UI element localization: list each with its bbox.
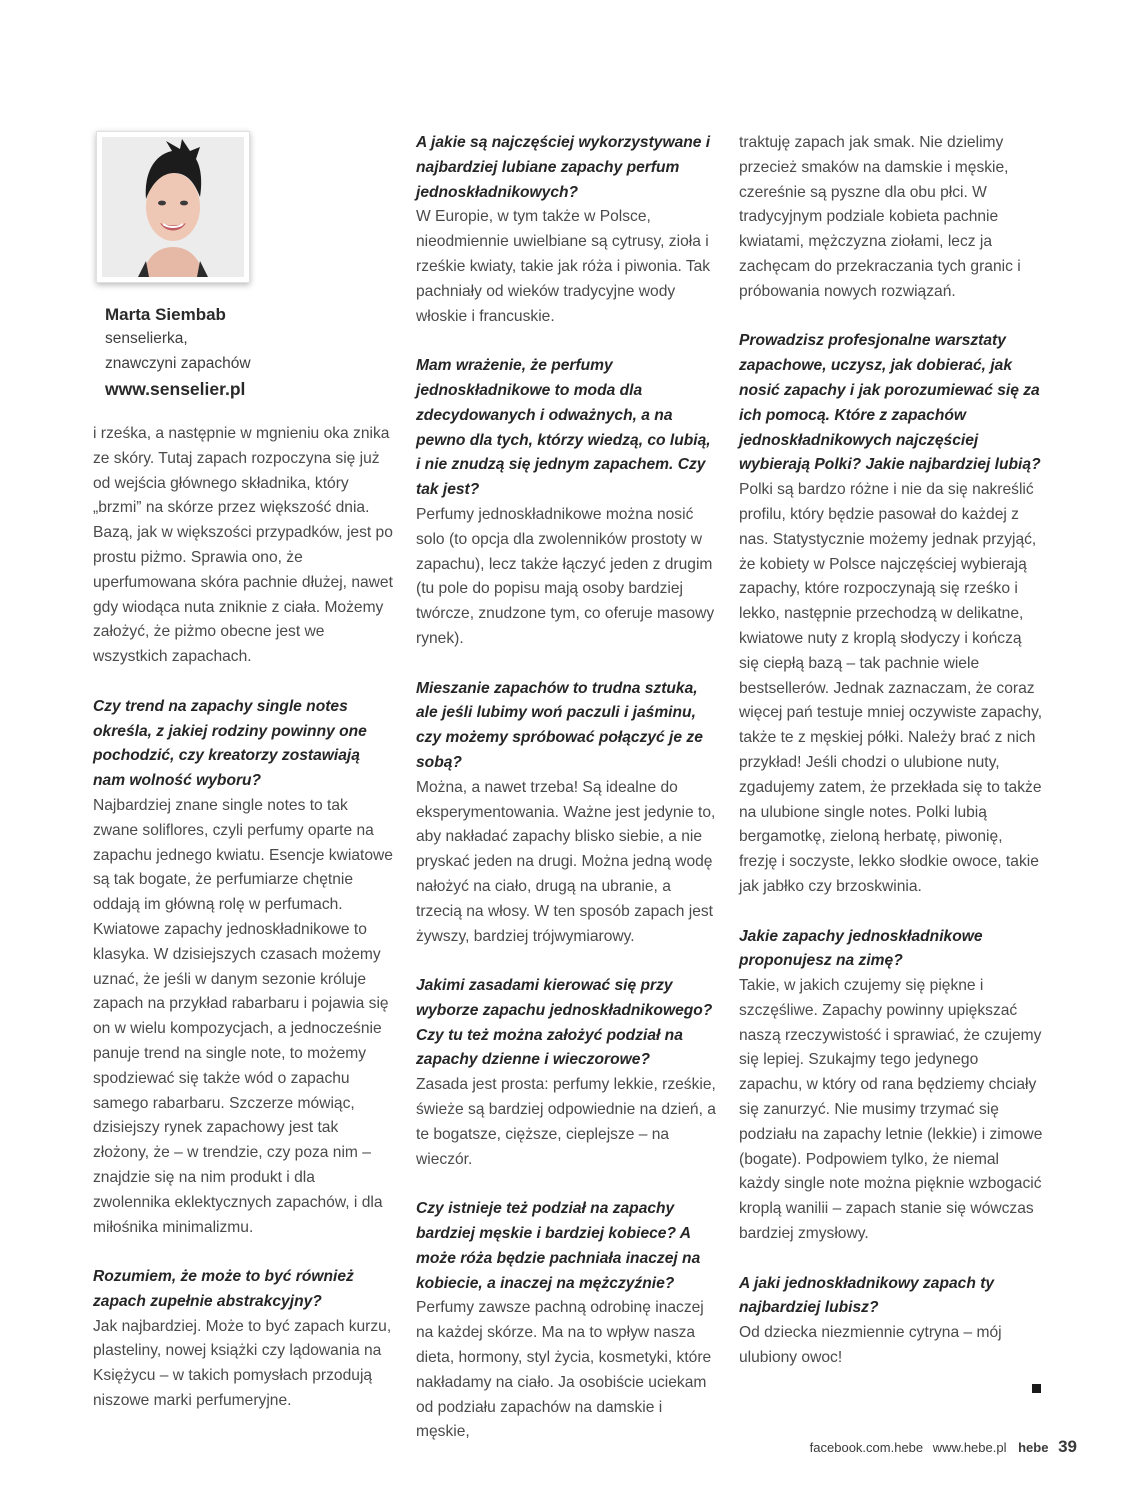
col1-answer-2: Jak najbardziej. Może to być zapach kurzu, plasteliny, nowej książki czy lądowania na Księżycu – w takich pomysłach przodują niszowe marki perfumeryjne. bbox=[93, 1317, 392, 1410]
author-name: Marta Siembab bbox=[105, 305, 226, 324]
col2-answer-3: Można, a nawet trzeba! Są idealne do eksperymentowania. Ważne jest jedynie to, aby nakładać zapachy blisko siebie, a nie pryskać jeden na drugi. Można jedną wodę nałożyć na ciało, drugą na ubranie, a trzecią na włosy. W ten sposób zapach jest żywszy, bardziej trójwymiarowy. bbox=[416, 778, 716, 945]
col3-lead-paragraph: traktuję zapach jak smak. Nie dzielimy przecież smaków na damskie i męskie, czereśnie są pyszne dla obu płci. W tradycyjnym podziale kobieta pachnie kwiatami, mężczyzna ziołami, lecz ja zachęcam do przekraczania tych granic i próbowania nowych rozwiązań. bbox=[739, 134, 1021, 300]
article-end-square-icon bbox=[1032, 1384, 1041, 1393]
col1-question-2: Rozumiem, że może to być również zapach zupełnie abstrakcyjny? bbox=[93, 1268, 354, 1310]
col3-question-2: Jakie zapachy jednoskładnikowe proponujesz na zimę? bbox=[739, 927, 983, 970]
col2-answer-4: Zasada jest prosta: perfumy lekkie, rześkie, świeże są bardziej odpowiednie na dzień, a te bogatsze, cięższe, cieplejsze – na wieczór. bbox=[416, 1076, 716, 1168]
author-role-line1: senselierka, bbox=[105, 330, 188, 347]
col2-question-3: Mieszanie zapachów to trudna sztuka, ale jeśli lubimy woń paczuli i jaśminu, czy możemy spróbować połączyć je ze sobą? bbox=[416, 679, 703, 771]
col1-question-1: Czy trend na zapachy single notes określa, z jakiej rodziny powinny one pochodzić, czy kreatorzy zostawiają nam wolność wyboru? bbox=[93, 697, 367, 790]
author-photo bbox=[102, 137, 244, 277]
footer-web-link[interactable]: www.hebe.pl bbox=[932, 1440, 1007, 1455]
col1-lead-paragraph: i rześka, a następnie w mgnieniu oka znika ze skóry. Tutaj zapach rozpoczyna się już od wejścia głównego składnika, który „brzmi” na skórze przez większość dnia. Bazą, jak w większości przypadków, jest po prostu piżmo. Sprawia ono, że uperfumowana skóra pachnie dłużej, nawet gdy wiodąca nuta zniknie z ciała. Możemy założyć, że piżmo obecne jest we wszystkich zapachach. bbox=[93, 425, 393, 666]
col2-question-1: A jakie są najczęściej wykorzystywane i najbardziej lubiane zapachy perfum jednoskładnikowych? bbox=[416, 134, 711, 201]
author-photo-frame bbox=[96, 131, 250, 283]
col2-question-2: Mam wrażenie, że perfumy jednoskładnikowe to moda dla zdecydowanych i odważnych, a na pewno dla tych, którzy wiedzą, co lubią, i nie znudzą się jednym zapachem. Czy tak jest? bbox=[416, 357, 711, 499]
col2-answer-5: Perfumy zawsze pachną odrobinę inaczej na każdej skórze. Ma na to wpływ nasza dieta, hormony, styl życia, kosmetyki, które nakładamy na ciało. Ja osobiście uciekam od podziału zapachów na damskie i męskie, bbox=[416, 1299, 712, 1441]
footer-facebook-link[interactable]: facebook.com.hebe bbox=[809, 1440, 924, 1455]
author-role-line2: znawczyni zapachów bbox=[105, 354, 251, 372]
column-middle bbox=[416, 131, 716, 1445]
column-right bbox=[739, 131, 1044, 1371]
page-footer bbox=[804, 1437, 1077, 1457]
author-website-link[interactable]: www.senselier.pl bbox=[105, 379, 246, 399]
col2-question-5: Czy istnieje też podział na zapachy bardziej męskie i bardziej kobiece? A może róża będzie pachniała inaczej na kobiecie, a inaczej na mężczyźnie? bbox=[416, 1200, 701, 1292]
page-number: 39 bbox=[1058, 1437, 1077, 1456]
col3-question-3: A jaki jednoskładnikowy zapach ty najbardziej lubisz? bbox=[739, 1274, 995, 1317]
col2-answer-1: W Europie, w tym także w Polsce, nieodmiennie uwielbiane są cytrusy, zioła i rześkie kwiaty, takie jak róża i piwonia. Tak pachniały od wieków tradycyjne wody włoskie i francuskie. bbox=[416, 208, 711, 325]
footer-brand: hebe bbox=[1018, 1440, 1049, 1455]
col1-answer-1: Najbardziej znane single notes to tak zwane soliflores, czyli perfumy oparte na zapachu jednego kwiatu. Esencje kwiatowe są tak bogate, że perfumiarze chętnie oddają im główną rolę w perfumach. Kwiatowe zapachy jednoskładnikowe to klasyka. W dzisiejszych czasach możemy uznać, że jeśli w danym sezonie króluje zapach na przykład rabarbaru i pojawia się on w wielu kompozycjach, a jednocześnie panuje trend na single note, to możemy spodziewać się także wód o zapachu samego rabarbaru. Szczerze mówiąc, dzisiejszy rynek zapachowy jest tak złożony, że – w trendzie, czy poza nim – znajdzie się na nim produkt i dla zwolennika eklektycznych zapachów, i dla miłośnika minimalizmu. bbox=[93, 796, 393, 1236]
col2-question-4: Jakimi zasadami kierować się przy wyborze zapachu jednoskładnikowego? Czy tu też można założyć podział na zapachy dzienne i wieczorowe? bbox=[416, 977, 713, 1069]
column-left bbox=[93, 131, 393, 1414]
col2-answer-2: Perfumy jednoskładnikowe można nosić solo (to opcja dla zwolenników prostoty w zapachu), lecz także łączyć jeden z drugim (tu pole do popisu mają osoby bardziej twórcze, znudzone tym, co oferuje masowy rynek). bbox=[416, 505, 715, 647]
col3-question-1: Prowadzisz profesjonalne warsztaty zapachowe, uczysz, jak dobierać, jak nosić zapachy i jak porozumiewać się za ich pomocą. Które z zapachów jednoskładnikowych najczęściej wybierają Polki? Jakie najbardziej lubią? bbox=[739, 332, 1041, 474]
col3-answer-2: Takie, w jakich czujemy się piękne i szczęśliwe. Zapachy powinny upiększać naszą rzeczywistość i sprawiać, że czujemy się lepiej. Szukajmy tego jedynego zapachu, w który od rana będziemy chciały się zanurzyć. Nie musimy trzymać się podziału na zapachy letnie (lekkie) i zimowe (bogate). Podpowiem tylko, że niemal każdy single note można pięknie wzbogacić kroplą wanilii – zapach stanie się wówczas bardziej zmysłowy. bbox=[739, 977, 1043, 1243]
col3-answer-3: Od dziecka niezmiennie cytryna – mój ulubiony owoc! bbox=[739, 1324, 1002, 1367]
col3-answer-1: Polki są bardzo różne i nie da się nakreślić profilu, który będzie pasował do każdej z nas. Statystycznie możemy jednak przyjąć, że kobiety w Polsce najczęściej wybierają zapachy, które rozpoczynają się rześko i lekko, następnie przechodzą w delikatne, kwiatowe nuty z kroplą słodyczy i kończą się ciepłą bazą – tak pachnie wiele bestsellerów. Jednak zaznaczam, że coraz więcej pań testuje mniej oczywiste zapachy, także te z męskiej półki. Należy brać z nich przykład! Jeśli chodzi o ulubione nuty, zgadujemy zatem, że przekłada się to także na ulubione single notes. Polki lubią bergamotkę, zieloną herbatę, piwonię, frezję i soczyste, lekko słodkie owoce, takie jak jabłko czy brzoskwinia. bbox=[739, 481, 1043, 895]
author-info bbox=[105, 303, 393, 403]
